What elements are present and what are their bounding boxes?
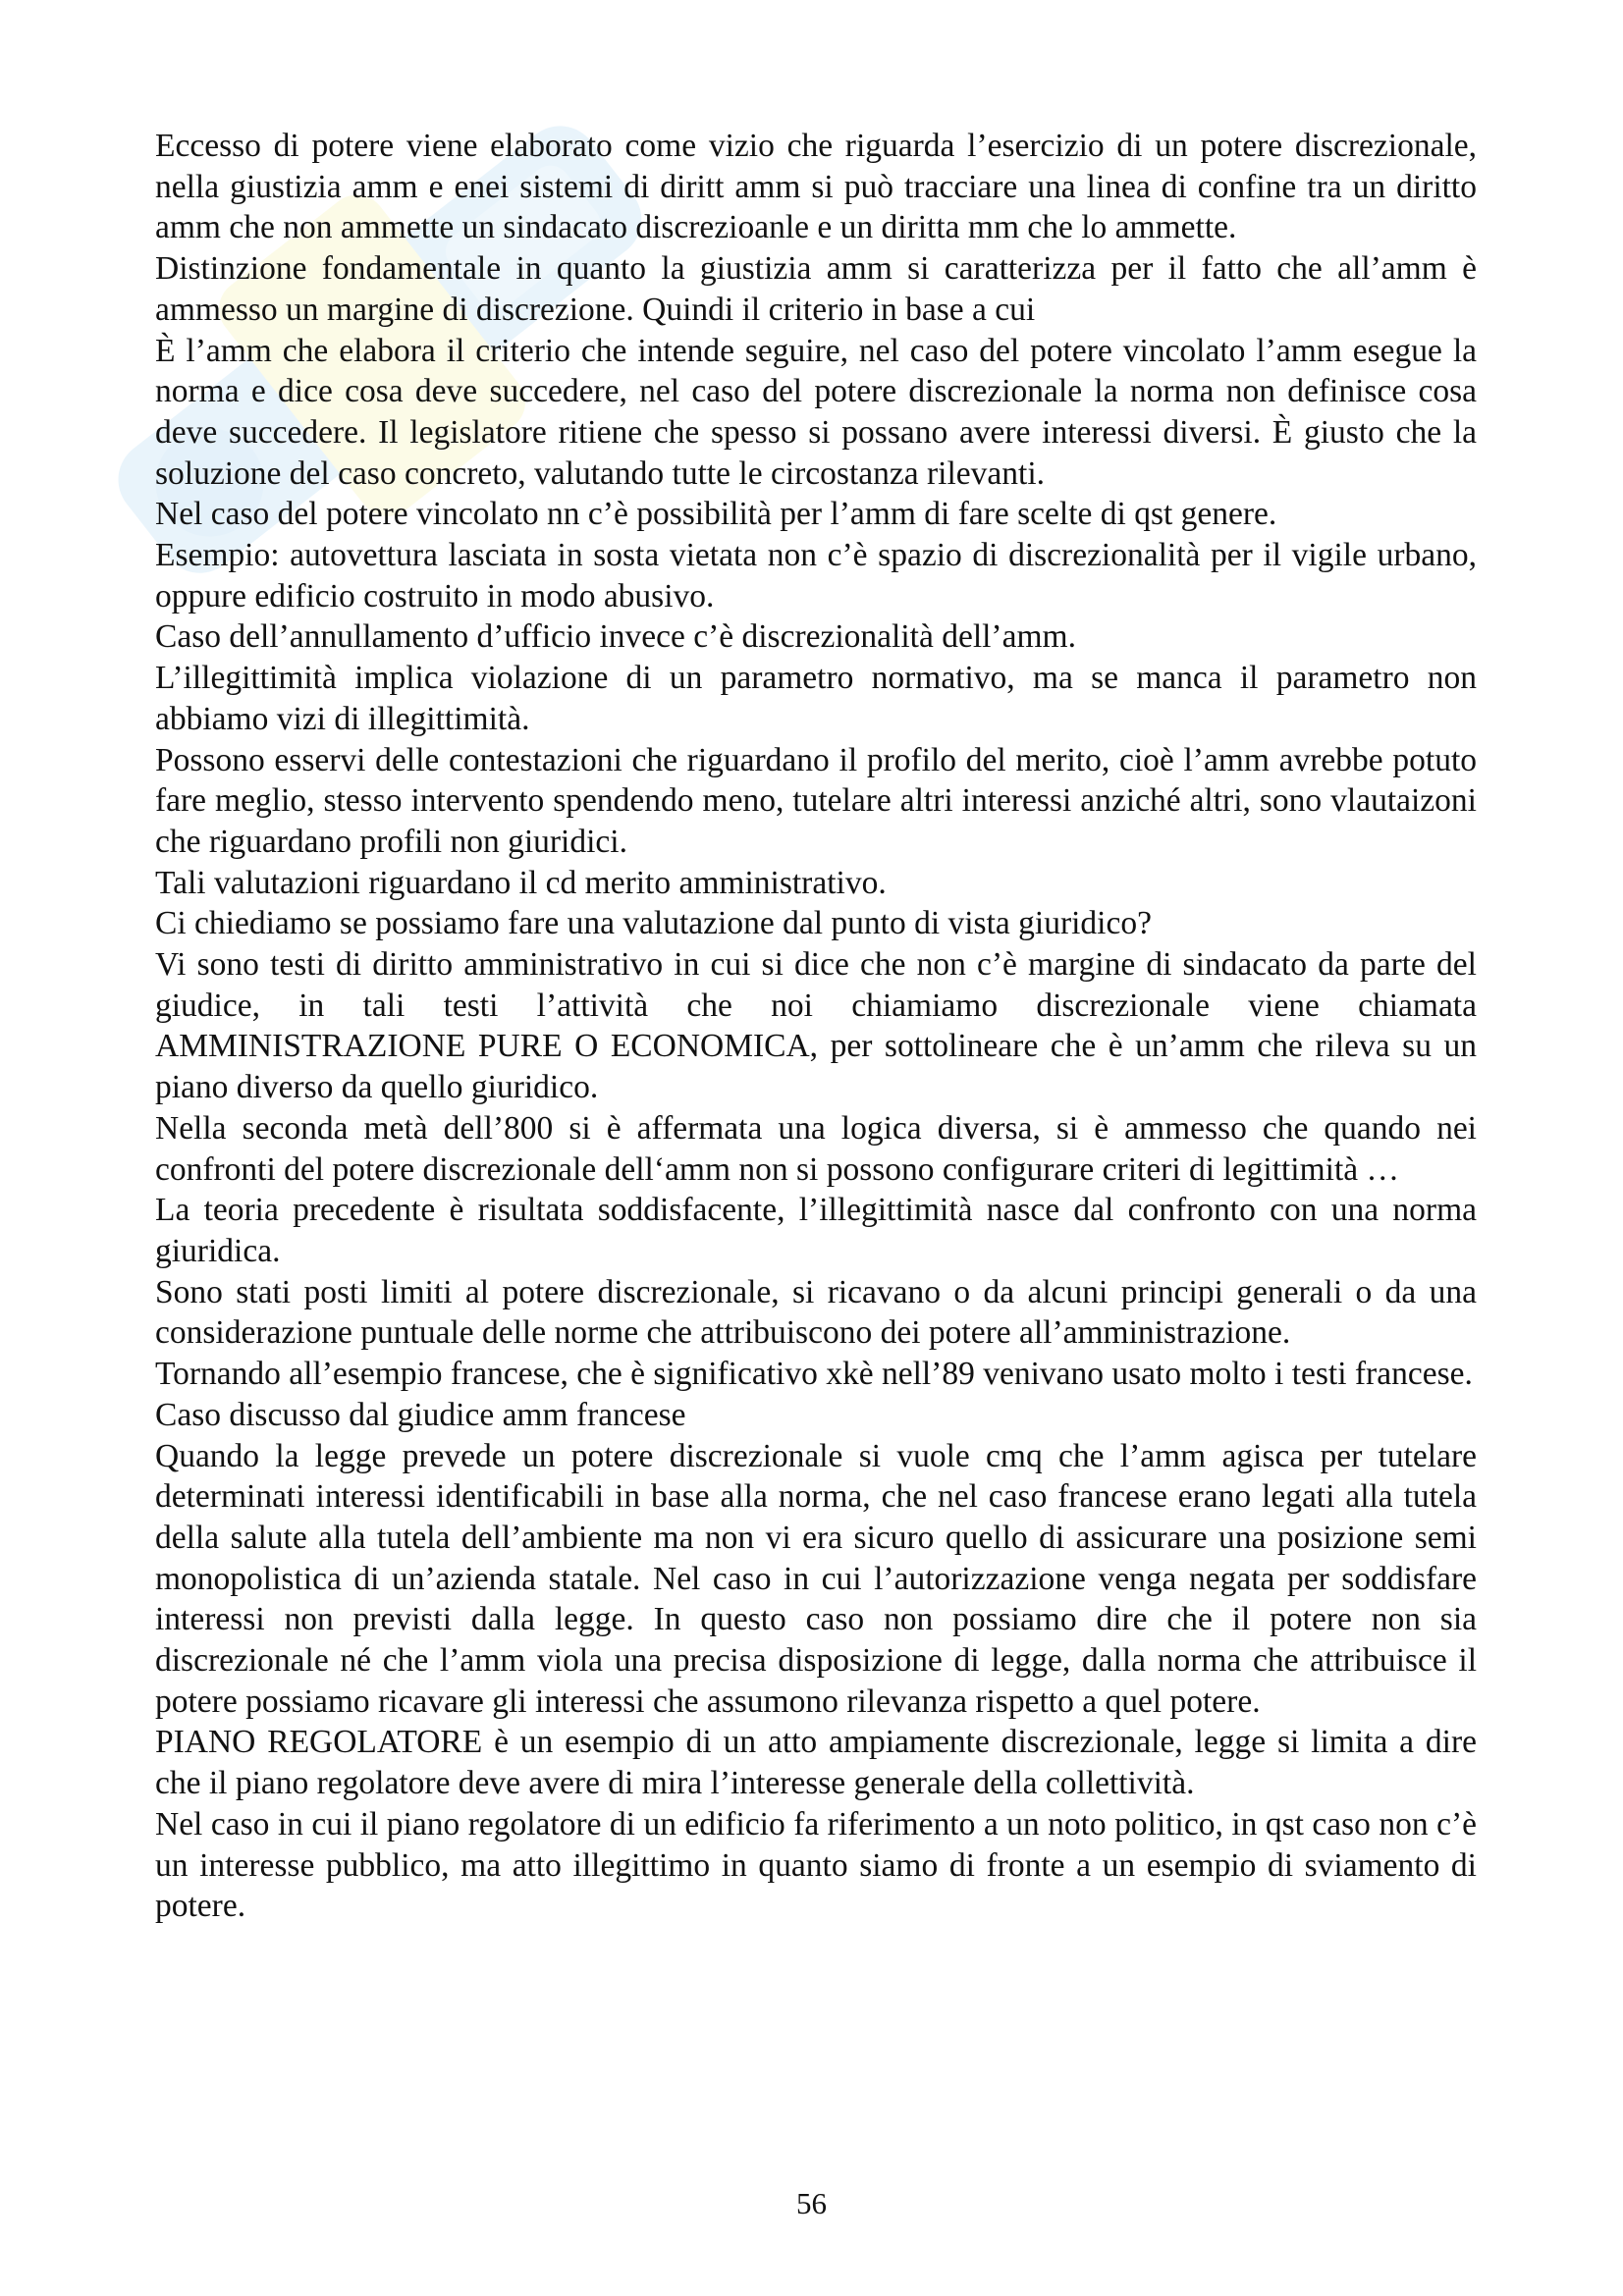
paragraph: Nella seconda metà dell’800 si è affermata una logica diversa, si è ammesso che quando nei confronti del potere discrezionale dell‘amm non si possono configurare criteri di legittimità … [155, 1109, 1477, 1188]
paragraph: Caso dell’annullamento d’ufficio invece c’è discrezionalità dell’amm. [155, 618, 1076, 656]
paragraph: Possono esservi delle contestazioni che riguardano il profilo del merito, cioè l’amm avrebbe potuto fare meglio, stesso intervento spendendo meno, tutelare altri interessi anziché altri, sono vlautaizoni che riguardano profili non giuridici. [155, 741, 1477, 860]
paragraph: PIANO REGOLATORE è un esempio di un atto ampiamente discrezionale, legge si limita a dire che il piano regolatore deve avere di mira l’interesse generale della collettività. [155, 1724, 1477, 1802]
paragraph: L’illegittimità implica violazione di un parametro normativo, ma se manca il parametro non abbiamo vizi di illegittimità. [155, 660, 1477, 737]
paragraph: Tornando all’esempio francese, che è significativo xkè nell’89 venivano usato molto i testi francese. [155, 1356, 1473, 1393]
paragraph: Caso discusso dal giudice amm francese [155, 1396, 686, 1433]
paragraph: Eccesso di potere viene elaborato come vizio che riguarda l’esercizio di un potere discrezionale, nella giustizia amm e enei sistemi di diritt amm si può tracciare una linea di confine tra un diritto amm che non ammette un sindacato discrezioanle e un diritta mm che lo ammette. [155, 128, 1477, 246]
paragraph: Distinzione fondamentale in quanto la giustizia amm si caratterizza per il fatto che all’amm è ammesso un margine di discrezione. Quindi il criterio in base a cui [155, 250, 1477, 328]
paragraph: La teoria precedente è risultata soddisfacente, l’illegittimità nasce dal confronto con una norma giuridica. [155, 1192, 1477, 1269]
paragraph: Sono stati posti limiti al potere discrezionale, si ricavano o da alcuni principi generali o da una considerazione puntuale delle norme che attribuiscono dei potere all’amministrazione. [155, 1273, 1477, 1352]
paragraph: Tali valutazioni riguardano il cd merito amministrativo. [155, 864, 887, 901]
paragraph: Esempio: autovettura lasciata in sosta vietata non c’è spazio di discrezionalità per il vigile urbano, oppure edificio costruito in modo abusivo. [155, 537, 1477, 614]
paragraph: È l’amm che elabora il criterio che intende seguire, nel caso del potere vincolato l’amm esegue la norma e dice cosa deve succedere, nel caso del potere discrezionale la norma non definisce cosa deve succedere. Il legislatore ritiene che spesso si possano avere interessi diversi. È giusto che la soluzione del caso concreto, valutando tutte le circostanza rilevanti. [155, 332, 1477, 492]
paragraph: Nel caso in cui il piano regolatore di un edificio fa riferimento a un noto politico, in qst caso non c’è un interesse pubblico, ma atto illegittimo in quanto siamo di fronte a un esempio di sviamento di potere. [155, 1805, 1477, 1925]
document-body [155, 126, 1477, 1927]
paragraph: Ci chiediamo se possiamo fare una valutazione dal punto di vista giuridico? [155, 905, 1152, 942]
page-number: 56 [796, 2186, 827, 2220]
paragraph: Quando la legge prevede un potere discrezionale si vuole cmq che l’amm agisca per tutelare determinati interessi identificabili in base alla norma, che nel caso francese erano legati alla tutela della salute alla tutela dell’ambiente ma non vi era sicuro quello di assicurare una posizione semi monopolistica di un’azienda statale. Nel caso in cui l’autorizzazione venga negata per soddisfare interessi non previsti dalla legge. In questo caso non possiamo dire che il potere non sia discrezionale né che l’amm viola una precisa disposizione di legge, dalla norma che attribuisce il potere possiamo ricavare gli interessi che assumono rilevanza rispetto a quel potere. [155, 1437, 1477, 1720]
paragraph: Vi sono testi di diritto amministrativo in cui si dice che non c’è margine di sindacato da parte del giudice, in tali testi l’attività che noi chiamiamo discrezionale viene chiamata AMMINISTRAZIONE PURE O ECONOMICA, per sottolineare che è un’amm che rileva su un piano diverso da quello giuridico. [155, 946, 1477, 1106]
paragraph: Nel caso del potere vincolato nn c’è possibilità per l’amm di fare scelte di qst genere. [155, 496, 1277, 533]
